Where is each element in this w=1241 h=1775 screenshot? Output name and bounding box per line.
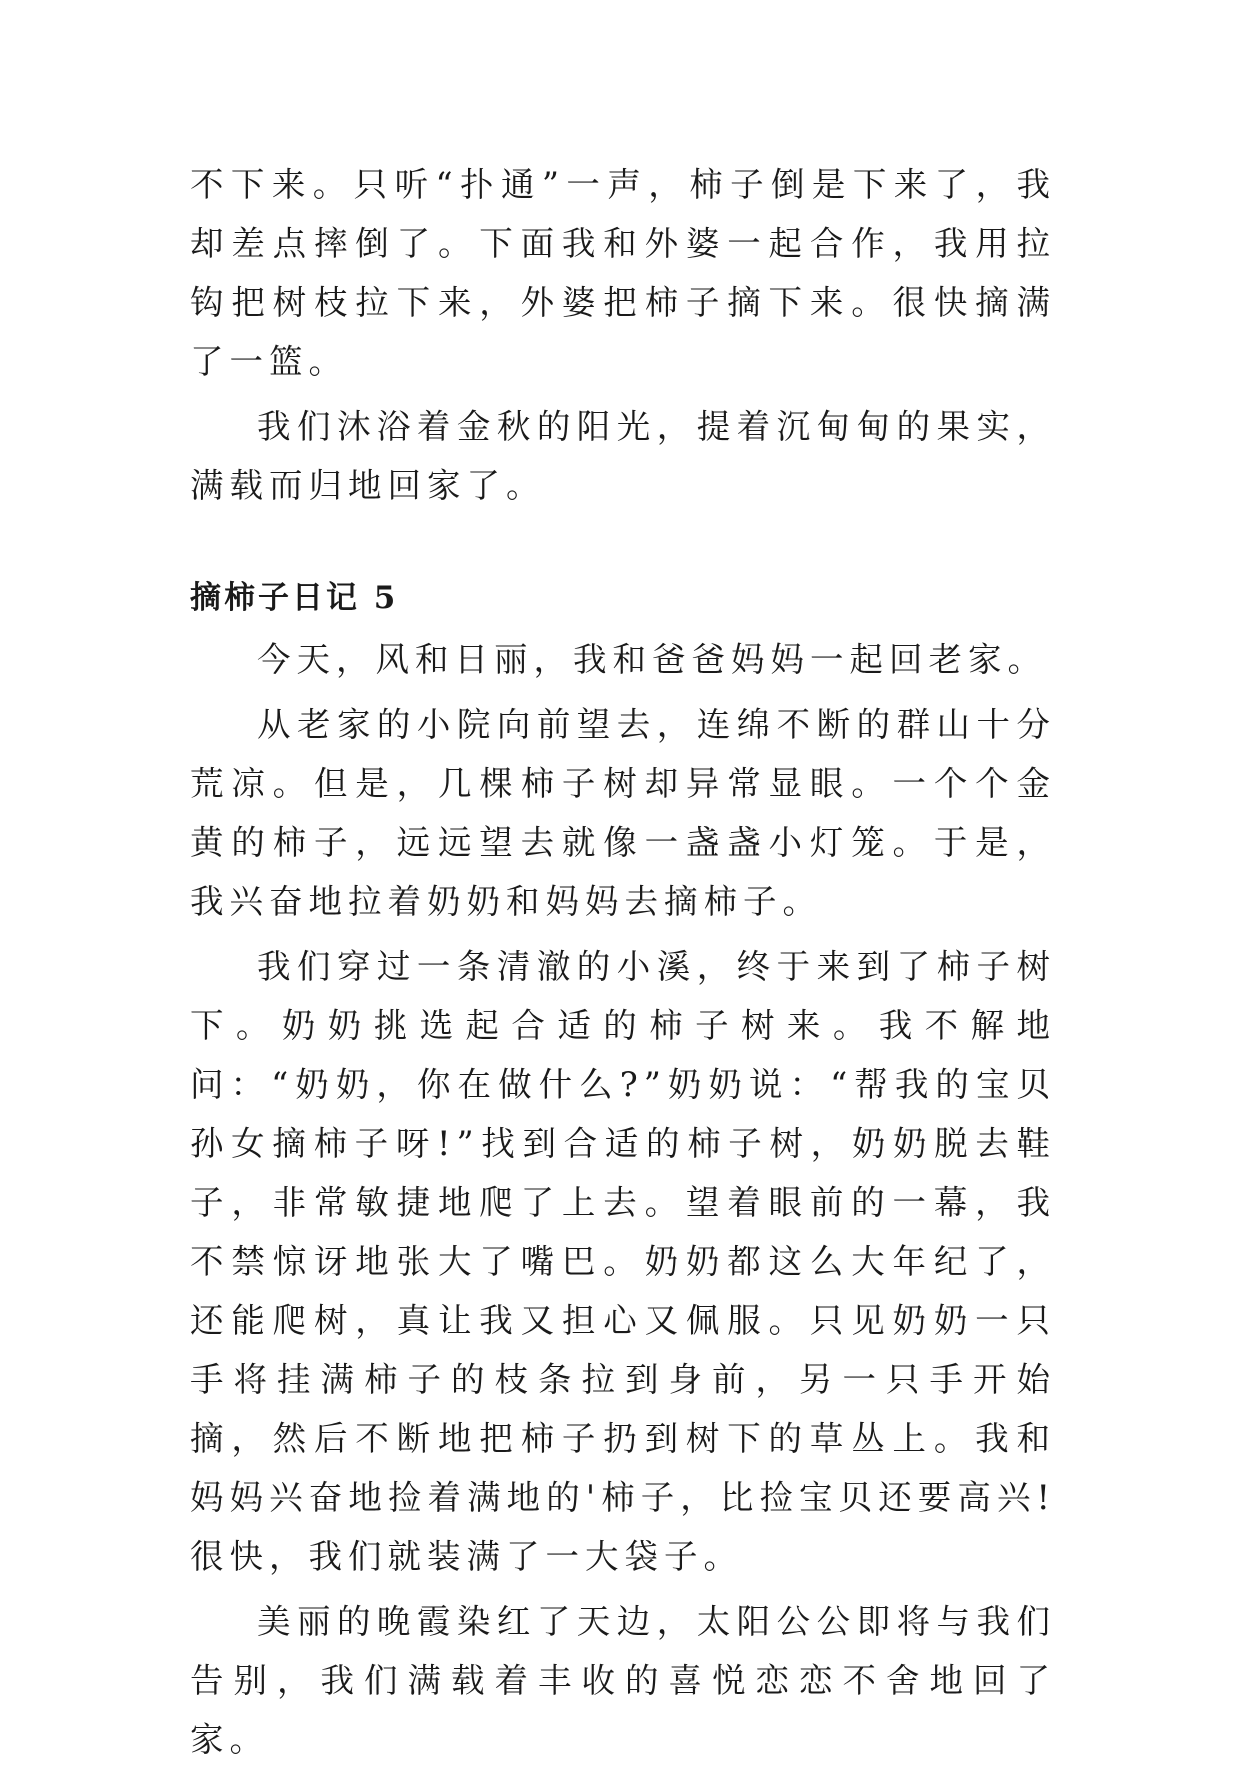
paragraph-3: 我们穿过一条清澈的小溪，终于来到了柿子树下。奶奶挑选起合适的柿子树来。我不解地问：“奶奶，你在做什么?”奶奶说：“帮我的宝贝孙女摘柿子呀!”找到合适的柿子树，奶奶脱去鞋子，非常敏捷地爬了上去。望着眼前的一幕，我不禁惊讶地张大了嘴巴。奶奶都这么大年纪了，还能爬树，真让我又担心又佩服。只见奶奶一只手将挂满柿子的枝条拉到身前，另一只手开始摘，然后不断地把柿子扔到树下的草丛上。我和妈妈兴奋地捡着满地的'柿子，比捡宝贝还要高兴!很快，我们就装满了一大袋子。 (190, 947, 1056, 1576)
paragraph-2: 从老家的小院向前望去，连绵不断的群山十分荒凉。但是，几棵柿子树却异常显眼。一个个金黄的柿子，远远望去就像一盏盏小灯笼。于是，我兴奋地拉着奶奶和妈妈去摘柿子。 (190, 705, 1056, 921)
closing-paragraph: 我们沐浴着金秋的阳光，提着沉甸甸的果实，满载而归地回家了。 (190, 407, 1056, 505)
document-page (190, 155, 1056, 1775)
paragraph-4: 美丽的晚霞染红了天边，太阳公公即将与我们告别，我们满载着丰收的喜悦恋恋不舍地回了家。 (190, 1602, 1056, 1759)
continued-paragraph: 不下来。只听“扑通”一声，柿子倒是下来了，我却差点摔倒了。下面我和外婆一起合作，我用拉钩把树枝拉下来，外婆把柿子摘下来。很快摘满了一篮。 (190, 165, 1056, 381)
section-title: 摘柿子日记 5 (190, 580, 399, 616)
paragraph-1: 今天，风和日丽，我和爸爸妈妈一起回老家。 (257, 640, 1047, 679)
